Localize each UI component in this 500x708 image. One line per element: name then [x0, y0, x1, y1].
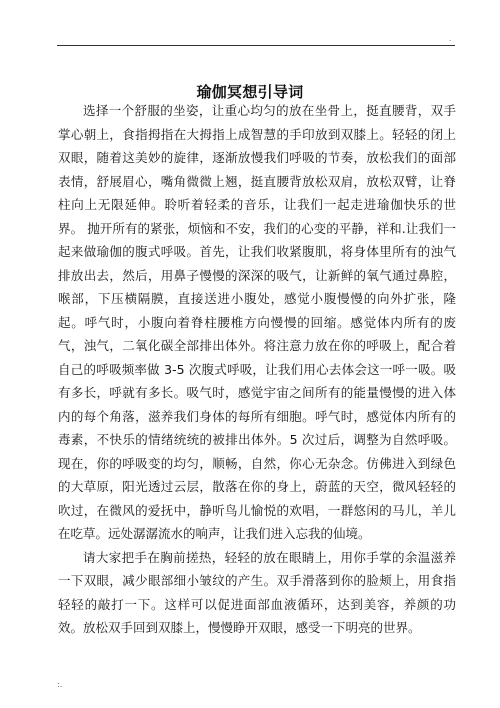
- header-rule: [57, 45, 455, 46]
- paragraph-meditation-guide: 选择一个舒服的坐姿，让重心均匀的放在坐骨上，挺直腰背，双手掌心朝上，食指拇指在大拇指上成智慧的手印放到双膝上。轻轻的闭上双眼，随着这美妙的旋律，逐渐放慢我们呼吸的节奏，放松我们的面部表情，舒展眉心，嘴角微微上翘，挺直腰背放松双肩，放松双臂，让脊柱向上无限延伸。聆听着轻柔的音乐，让我们一起走进瑜伽快乐的世界。 抛开所有的紧张，烦恼和不安，我们的心变的平静，祥和.让我们一起来做瑜伽的腹式呼吸。首先，让我们收紧腹肌，将身体里所有的浊气排放出去，然后，用鼻子慢慢的深深的吸气，让新鲜的氧气通过鼻腔，喉部，下压横隔膜，直接送进小腹处，感觉小腹慢慢的向外扩张，隆起。呼气时，小腹向着脊柱腰椎方向慢慢的回缩。感觉体内所有的废气，浊气，二氧化碳全部排出体外。将注意力放在你的呼吸上，配合着自己的呼吸频率做 3-5 次腹式呼吸，让我们用心去体会这一呼一吸。吸有多长，呼就有多长。吸气时，感觉宇宙之间所有的能量慢慢的进入体内的每个角落，滋养我们身体的每所有细胞。呼气时，感觉体内所有的毒素，不快乐的情绪统统的被排出体外。5 次过后，调整为自然呼吸。 现在，你的呼吸变的均匀，顺畅，自然，你心无杂念。仿佛进入到绿色的大草原，阳光透过云层，散落在你的身上，蔚蓝的天空，微风轻轻的吹过，在微风的爱抚中，静听鸟儿愉悦的欢唱，一群悠闲的马儿，羊儿在吃草。远处潺潺流水的响声，让我们进入忘我的仙境。: [58, 103, 456, 541]
- page-title: 瑜伽冥想引导词: [196, 83, 304, 102]
- document-body: [58, 99, 456, 640]
- corner-mark-bottom: :.: [57, 680, 63, 689]
- paragraph-closing: 请大家把手在胸前搓热，轻轻的放在眼睛上，用你手掌的余温滋养一下双眼，减少眼部细小皱纹的产生。双手滑落到你的脸颊上，用食指轻轻的敲打一下。这样可以促进面部血液循环，达到美容，养颜的功效。放松双手回到双膝上，慢慢睁开双眼，感受一下明亮的世界。: [58, 549, 456, 635]
- corner-mark-top: .: [449, 35, 452, 43]
